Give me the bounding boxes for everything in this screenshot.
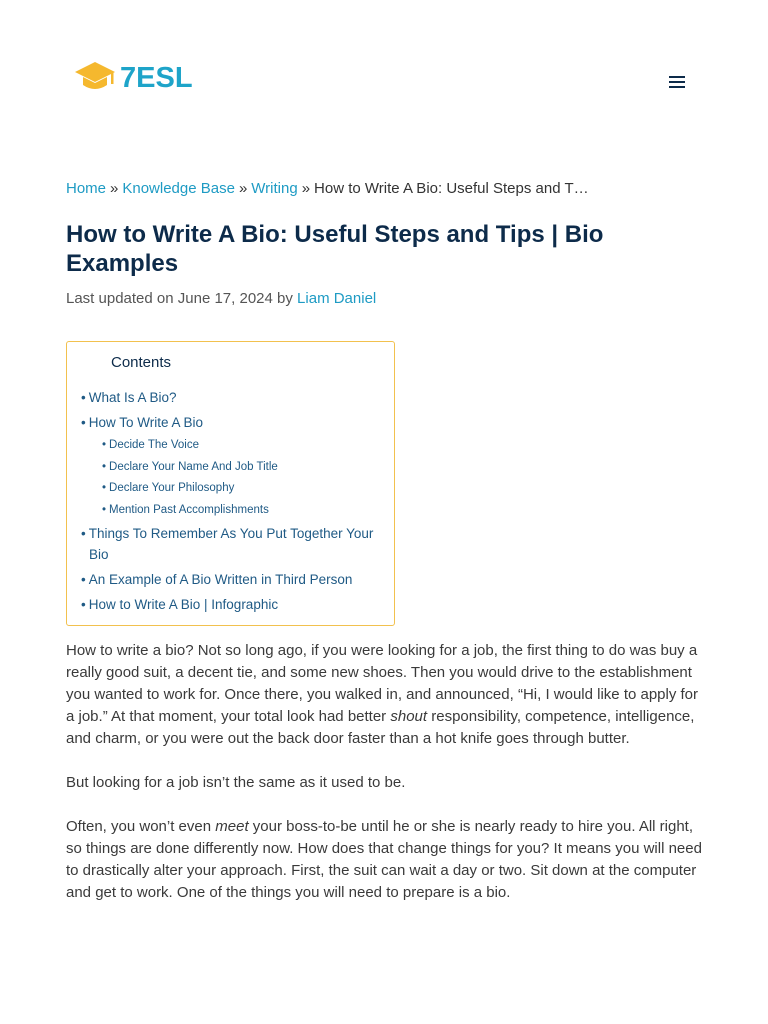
text-run: responsibility, competence, intelligence, and charm, or you were out the back door faster than a hot knife goes through butter. [66,708,695,747]
updated-date: June 17, 2024 [177,290,273,307]
toc-subitem [102,459,380,476]
toc-item [81,387,380,408]
toc-item [81,569,380,590]
paragraph: But looking for a job isn’t the same as it used to be. [66,774,406,791]
toc-item [81,523,380,565]
toc-item [81,412,380,433]
toc-bullet: • [102,503,107,516]
breadcrumb [66,180,589,197]
hamburger-menu-icon[interactable] [664,70,690,94]
breadcrumb-separator: » [301,180,311,197]
toc-link-things-to-remember[interactable]: Things To Remember As You Put Together Your Bio [88,526,374,562]
site-logo[interactable] [74,60,193,96]
text-run: How to write a bio? Not so long ago, if you were looking for a job, the first thing to do was buy a really good suit, a decent tie, and some new shoes. Then you would drive to the establishment you wanted to work for. Once there, you walked in, and announced, “Hi, I would like to apply for a job.” At that moment, your total look had better [66,642,699,725]
toc-title: Contents [111,354,172,371]
author-link[interactable]: Liam Daniel [297,290,377,307]
graduation-cap-icon [74,60,116,96]
table-of-contents [66,341,395,626]
logo-text: 7ESL [120,61,193,94]
paragraph [66,816,706,904]
toc-bullet: • [81,390,86,405]
paragraph [66,640,706,750]
emphasis: meet [215,818,249,835]
toc-bullet: • [81,597,86,612]
toc-bullet: • [81,526,86,541]
toc-link-past-accomplishments[interactable]: Mention Past Accomplishments [109,503,269,516]
breadcrumb-separator: » [238,180,248,197]
toc-bullet: • [102,482,107,494]
toc-link-declare-philosophy[interactable]: Declare Your Philosophy [109,482,235,494]
toc-link-declare-name[interactable]: Declare Your Name And Job Title [109,460,278,473]
breadcrumb-separator: » [110,180,119,197]
breadcrumb-home[interactable]: Home [66,180,107,197]
toc-link-decide-voice[interactable]: Decide The Voice [109,439,199,451]
text-run: your boss-to-be until he or she is nearly ready to hire you. All right, so things are done differently now. How does that change things for you? It means you will need to drastically alter your approach. First, the suit can wait a day or two. Sit down at the computer and get to work. One of the things you will need to prepare is a bio. [66,818,702,901]
toc-bullet: • [102,439,107,451]
toc-link-third-person-example[interactable]: An Example of A Bio Written in Third Person [88,572,353,587]
article-meta [66,290,376,307]
toc-link-infographic[interactable]: How to Write A Bio | Infographic [88,597,279,612]
toc-subitem [102,437,380,454]
breadcrumb-writing[interactable]: Writing [251,180,298,197]
toc-list [81,387,380,615]
toc-subitem [102,502,380,519]
toc-bullet: • [81,415,86,430]
toc-bullet: • [81,572,86,587]
breadcrumb-knowledge-base[interactable]: Knowledge Base [122,180,235,197]
menu-bar [669,76,685,78]
menu-bar [669,86,685,88]
page-title: How to Write A Bio: Useful Steps and Tips | Bio Examples [66,221,604,277]
breadcrumb-current: How to Write A Bio: Useful Steps and T… [314,180,589,197]
text-run: Often, you won’t even [66,818,212,835]
site-header [0,0,768,150]
toc-subitem [102,480,380,497]
toc-link-how-to-write[interactable]: How To Write A Bio [88,415,204,430]
emphasis: shout [390,708,428,725]
meta-prefix: Last updated on [66,290,174,307]
toc-bullet: • [102,460,107,473]
article-body [66,640,706,926]
meta-by: by [277,290,293,307]
toc-item [81,594,380,615]
menu-bar [669,81,685,83]
toc-link-what-is-a-bio[interactable]: What Is A Bio? [88,390,177,405]
